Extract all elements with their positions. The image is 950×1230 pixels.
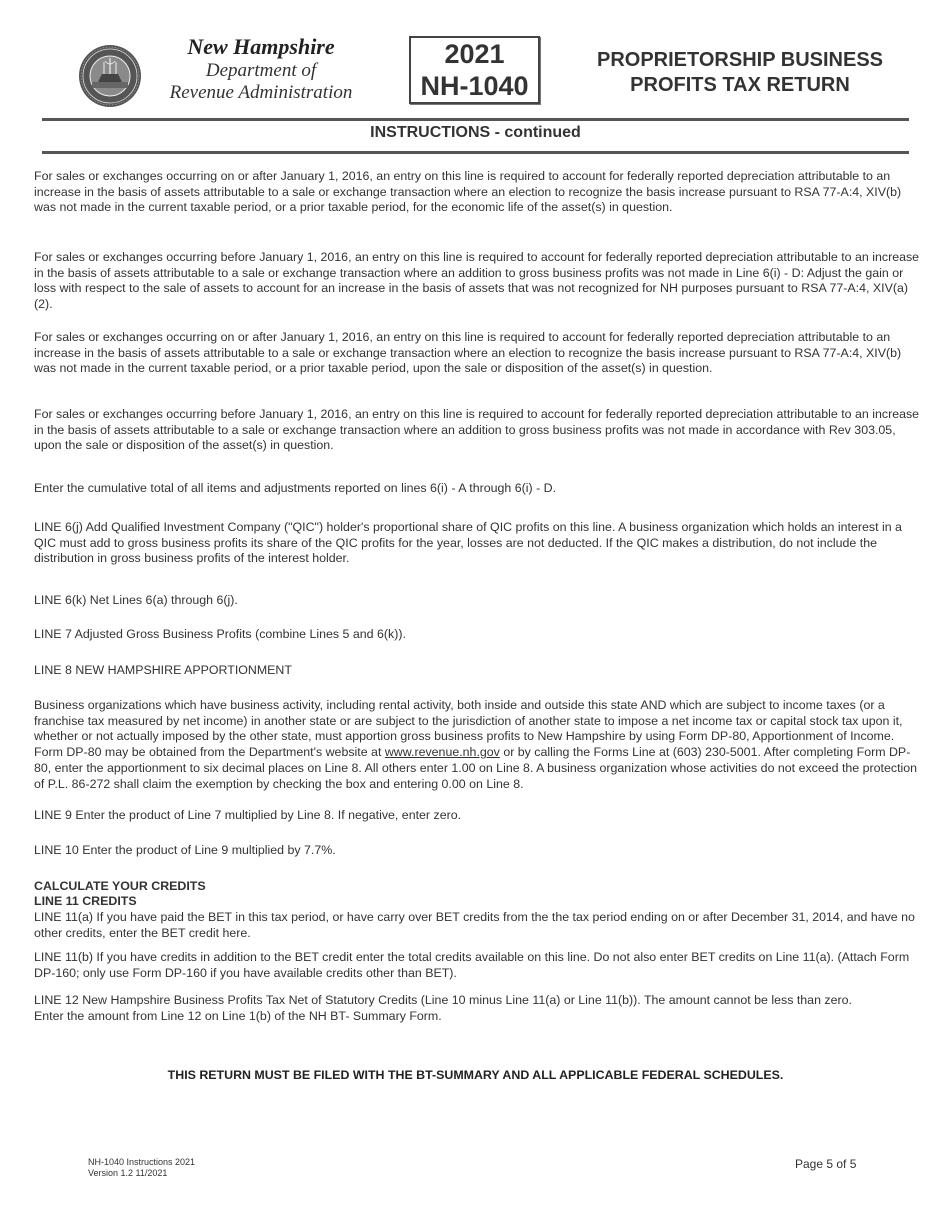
line-12-text-1: LINE 12 New Hampshire Business Profits Tax Net of Statutory Credits (Line 10 minus Line 11(a) or Line 11(b)). The amount cannot be less than zero. — [34, 993, 852, 1007]
line-12-text-2: Enter the amount from Line 12 on Line 1(b) of the NH BT- Summary Form. — [34, 1008, 442, 1023]
paragraph-line-9: LINE 9 Enter the product of Line 7 multiplied by Line 8. If negative, enter zero. — [34, 808, 462, 822]
form-number: NH-1040 — [420, 71, 529, 101]
footer-form-line: NH-1040 Instructions 2021 — [88, 1157, 196, 1167]
state-seal-logo — [78, 44, 142, 108]
form-title — [585, 48, 895, 98]
calculate-credits-heading: CALCULATE YOUR CREDITS — [34, 879, 206, 893]
filing-notice: THIS RETURN MUST BE FILED WITH THE BT-SUMMARY AND ALL APPLICABLE FEDERAL SCHEDULES. — [167, 1068, 784, 1082]
revenue-website-link[interactable]: www.revenue.nh.gov — [384, 745, 500, 760]
paragraph-line-10: LINE 10 Enter the product of Line 9 multiplied by 7.7%. — [34, 843, 336, 857]
paragraph-depreciation-before-2016-line-6i-d: For sales or exchanges occurring before January 1, 2016, an entry on this line is required to account for federally reported depreciation attributable to an increase in the basis of assets attributable to a sale or exchange transaction where an addition to gross business profits was not made in Line 6(i) - D: Adjust the gain or loss with respect to the sale of assets to account for an increase in the basis of assets that was not recognized for NH purposes pursuant to RSA 77-A:4, XIV(a)(2). — [34, 250, 920, 312]
form-id-box — [409, 36, 540, 104]
paragraph-line-8-heading: LINE 8 NEW HAMPSHIRE APPORTIONMENT — [34, 663, 292, 677]
agency-dept-line1: Department of — [205, 60, 317, 81]
paragraph-apportionment — [34, 698, 924, 792]
paragraph-depreciation-after-2016-disposition: For sales or exchanges occurring on or after January 1, 2016, an entry on this line is required to account for federally reported depreciation attributable to an increase in the basis of assets attributable to a sale or exchange transaction where an election to recognize the basis increase pursuant to RSA 77-A:4, XIV(b) was not made in the current taxable period, or a prior taxable period, upon the sale or disposition of the asset(s) in question. — [34, 330, 902, 376]
agency-name — [150, 34, 372, 104]
form-title-line2: PROFITS TAX RETURN — [630, 74, 850, 96]
agency-dept-line2: Revenue Administration — [169, 82, 353, 103]
paragraph-depreciation-before-2016-rev-303: For sales or exchanges occurring before January 1, 2016, an entry on this line is required to account for federally reported depreciation attributable to an increase in the basis of assets attributable to a sale or exchange transaction where an addition to gross business profits was not made in accordance with Rev 303.05, upon the sale or disposition of the asset(s) in question. — [34, 407, 920, 453]
footer-form-info — [88, 1157, 195, 1179]
header-rule-top — [42, 118, 909, 121]
page-number: Page 5 of 5 — [795, 1157, 857, 1171]
paragraph-line-12 — [34, 993, 924, 1024]
apportionment-text-b: or by calling the Forms Line at (603) 230-5001. After completing Form DP-80, enter the apportionment to six decimal places on Line 8. All others enter 1.00 on Line 8. A business organization whose activities do not exceed the protection of P.L. 86-272 shall claim the exemption by checking the box and entering 0.00 on Line 8. — [34, 745, 918, 791]
apportionment-text-a: Business organizations which have business activity, including rental activity, both inside and outside this state AND which are subject to income taxes (or a franchise tax measured by net income) in another state or are subject to the jurisdiction of another state to impose a net income tax or capital stock tax upon it, whether or not actually imposed by the other state, must apportion gross business profits to New Hampshire by using Form DP-80, Apportionment of Income. Form DP-80 may be obtained from the Department's website at — [34, 698, 903, 760]
paragraph-line-6k: LINE 6(k) Net Lines 6(a) through 6(j). — [34, 593, 238, 607]
header-rule-bottom — [42, 151, 909, 154]
paragraph-line-6j: LINE 6(j) Add Qualified Investment Company ("QIC") holder's proportional share of QIC profits on this line. A business organization which holds an interest in a QIC must add to gross business profits its share of the QIC profits for the year, losses are not deducted. If the QIC makes a distribution, do not include the distribution in gross business profits of the interest holder. — [34, 520, 902, 566]
paragraph-line-11b: LINE 11(b) If you have credits in addition to the BET credit enter the total credits available on this line. Do not also enter BET credits on Line 11(a). (Attach Form DP-160; only use Form DP-160 if you have available credits other than BET). — [34, 950, 910, 980]
paragraph-line-11a: LINE 11(a) If you have paid the BET in this tax period, or have carry over BET credits from the the tax period ending on or after December 31, 2014, and have no other credits, enter the BET credit here. — [34, 910, 915, 940]
form-year: 2021 — [444, 39, 505, 69]
footer-version-line: Version 1.2 11/2021 — [88, 1168, 168, 1178]
paragraph-line-7: LINE 7 Adjusted Gross Business Profits (combine Lines 5 and 6(k)). — [34, 627, 406, 641]
form-title-line1: PROPRIETORSHIP BUSINESS — [597, 49, 883, 71]
paragraph-depreciation-after-2016-economic-life: For sales or exchanges occurring on or after January 1, 2016, an entry on this line is required to account for federally reported depreciation attributable to an increase in the basis of assets attributable to a sale or exchange transaction where an election to recognize the basis increase pursuant to RSA 77-A:4, XIV(b) was not made in the current taxable period, or a prior taxable period, for the economic life of the asset(s) in question. — [34, 169, 902, 215]
section-title: INSTRUCTIONS - continued — [370, 124, 581, 141]
line-11-credits-heading: LINE 11 CREDITS — [34, 894, 137, 908]
agency-state: New Hampshire — [187, 34, 335, 59]
paragraph-cumulative-total: Enter the cumulative total of all items and adjustments reported on lines 6(i) - A through 6(i) - D. — [34, 481, 557, 495]
